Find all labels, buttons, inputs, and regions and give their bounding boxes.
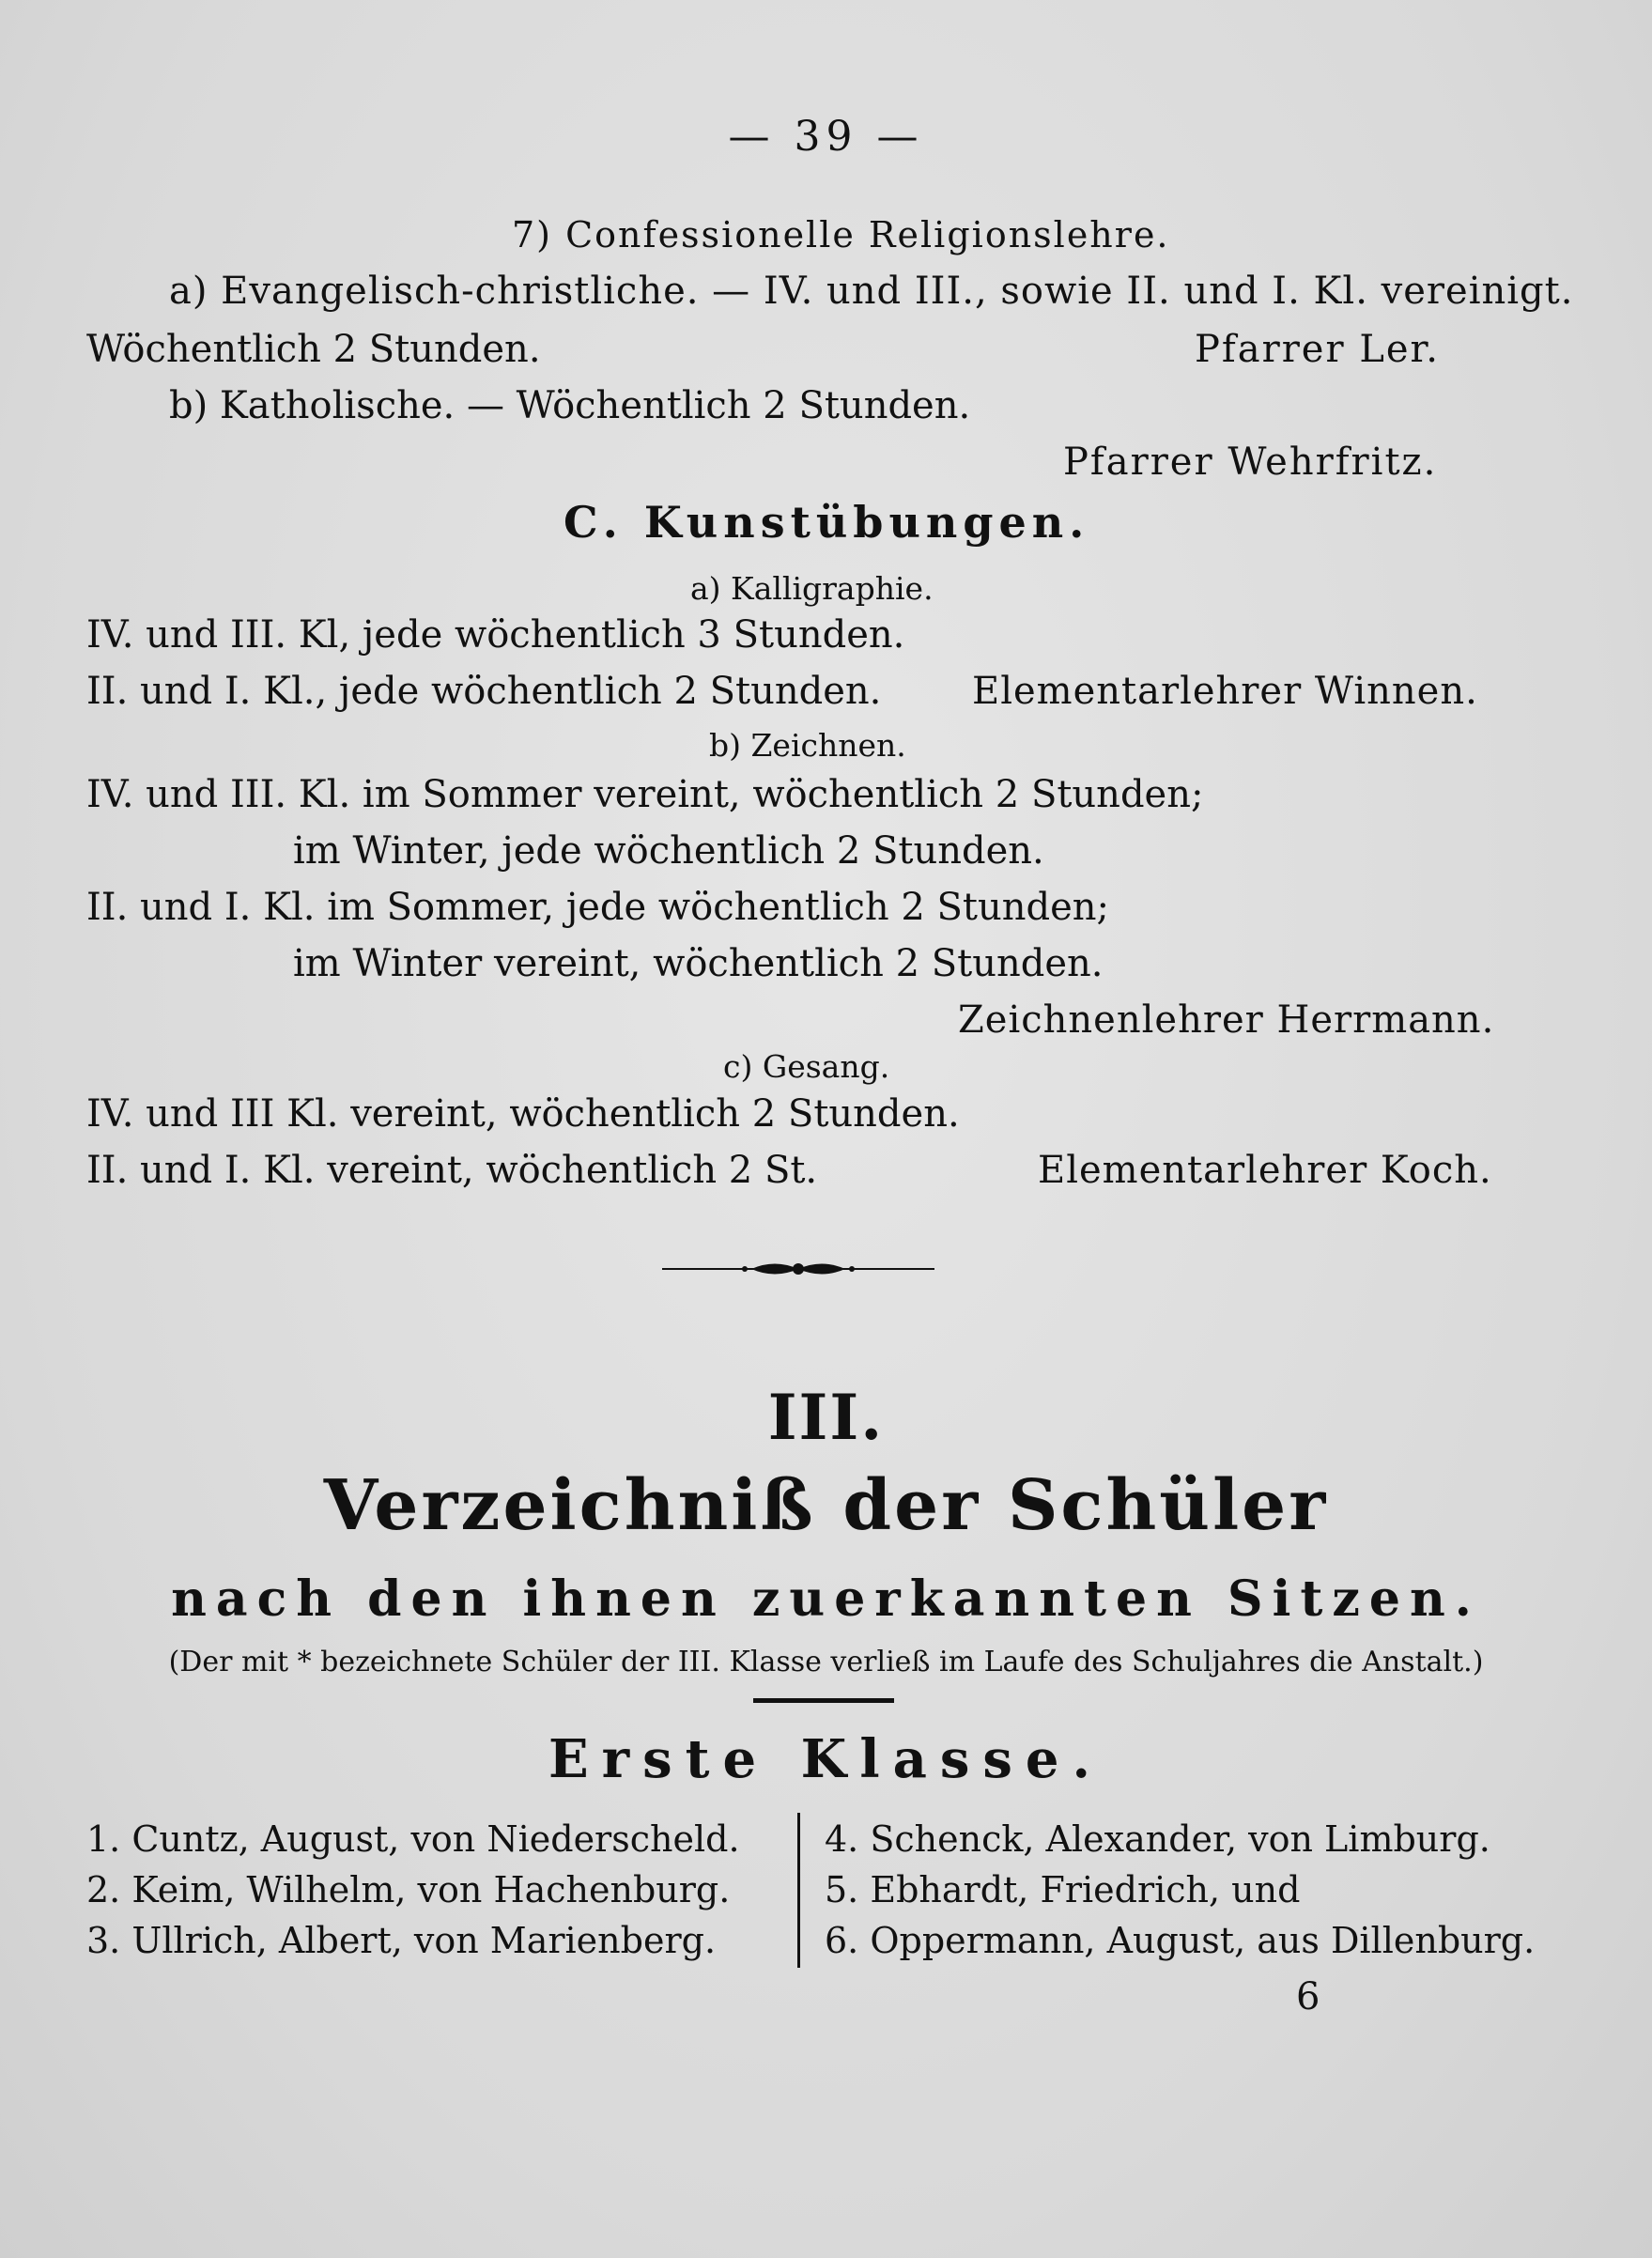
list-item: 1. Cuntz, August, von Niederscheld. [86, 1818, 740, 1860]
sectionC-b-line3: II. und I. Kl. im Sommer, jede wöchentlich 2 Stunden; [86, 886, 1110, 929]
sectionC-title: C. Kunstübungen. [564, 497, 1090, 548]
sectionC-a-teacher: Elementarlehrer Winnen. [972, 670, 1478, 713]
list-item: 4. Schenck, Alexander, von Limburg. [825, 1818, 1490, 1860]
sectionIII-numeral: III. [767, 1381, 885, 1454]
list-item: 5. Ebhardt, Friedrich, und [825, 1869, 1301, 1910]
sectionC-c-title: c) Gesang. [723, 1048, 890, 1085]
section7-title: 7) Confessionelle Religionslehre. [512, 214, 1170, 255]
section7-a-teacher: Pfarrer Ler. [1195, 328, 1440, 371]
sectionC-b-title: b) Zeichnen. [709, 727, 906, 764]
signature-mark: 6 [1296, 1975, 1320, 2018]
sectionC-b-line4: im Winter vereint, wöchentlich 2 Stunden. [293, 942, 1104, 985]
sectionC-b-line2: im Winter, jede wöchentlich 2 Stunden. [293, 829, 1044, 873]
list-item: 2. Keim, Wilhelm, von Hachenburg. [86, 1869, 731, 1910]
sectionC-a-line1: IV. und III. Kl, jede wöchentlich 3 Stunden. [86, 613, 905, 657]
sectionC-c-line1: IV. und III Kl. vereint, wöchentlich 2 Stunden. [86, 1092, 960, 1136]
sectionC-b-teacher: Zeichnenlehrer Herrmann. [958, 998, 1495, 1042]
sectionIII-title: Verzeichniß der Schüler [323, 1465, 1329, 1546]
sectionC-c-teacher: Elementarlehrer Koch. [1038, 1149, 1492, 1192]
section7-a-line: a) Evangelisch-christliche. — IV. und III., sowie II. und I. Kl. vereinigt. [169, 270, 1574, 313]
sectionIII-subtitle: nach den ihnen zuerkannten Sitzen. [171, 1570, 1481, 1628]
sectionC-c-line2: II. und I. Kl. vereint, wöchentlich 2 St. [86, 1149, 818, 1192]
ornament-divider-icon [662, 1255, 934, 1283]
sectionIII-note: (Der mit * bezeichnete Schüler der III. Klasse verließ im Laufe des Schuljahres die Anstalt.) [168, 1646, 1484, 1678]
short-rule [753, 1698, 894, 1703]
page-number: — 39 — [728, 113, 924, 161]
class-title: Erste Klasse. [548, 1728, 1104, 1790]
list-item: 6. Oppermann, August, aus Dillenburg. [825, 1920, 1536, 1961]
column-separator [797, 1813, 800, 1968]
sectionC-a-line2: II. und I. Kl., jede wöchentlich 2 Stunden. [86, 670, 882, 713]
section7-b-teacher: Pfarrer Wehrfritz. [1063, 441, 1438, 484]
list-item: 3. Ullrich, Albert, von Marienberg. [86, 1920, 717, 1961]
section7-a-hours: Wöchentlich 2 Stunden. [86, 328, 541, 371]
sectionC-b-line1: IV. und III. Kl. im Sommer vereint, wöchentlich 2 Stunden; [86, 773, 1204, 816]
sectionC-a-title: a) Kalligraphie. [690, 570, 934, 607]
section7-b-line: b) Katholische. — Wöchentlich 2 Stunden. [169, 384, 971, 427]
